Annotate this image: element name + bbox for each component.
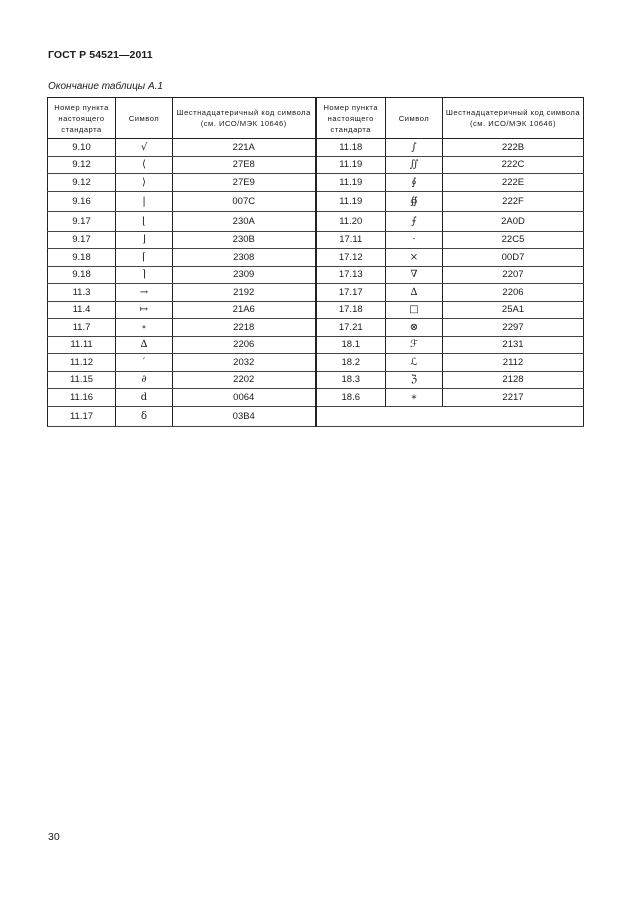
clause-cell: 9.17	[48, 211, 116, 231]
symbol-cell: ⨍	[386, 211, 443, 231]
table-row	[48, 211, 584, 231]
table-row	[48, 266, 584, 284]
hex-code-cell: 27E8	[173, 156, 316, 174]
hex-code-cell: 0064	[173, 389, 316, 407]
table-row	[48, 231, 584, 249]
symbol-cell: ⟨	[116, 156, 173, 174]
hex-code-cell: 2206	[173, 336, 316, 354]
symbol-cell: ⌊	[116, 211, 173, 231]
table-row	[48, 336, 584, 354]
clause-cell: 11.19	[316, 156, 386, 174]
clause-cell: 17.11	[316, 231, 386, 249]
hex-code-cell: 2202	[173, 371, 316, 389]
clause-cell: 9.12	[48, 156, 116, 174]
table-row	[48, 319, 584, 337]
symbol-cell: ∫	[386, 139, 443, 157]
clause-cell: 9.12	[48, 174, 116, 192]
symbol-cell: ℒ	[386, 354, 443, 372]
clause-cell: 17.12	[316, 249, 386, 267]
symbol-cell: δ	[116, 406, 173, 426]
header-hex-code: Шестнадцатеричный код символа (см. ИСО/МЭК 10646)	[173, 98, 316, 139]
clause-cell: 11.16	[48, 389, 116, 407]
symbol-cell: ⊗	[386, 319, 443, 337]
symbol-cell: d	[116, 389, 173, 407]
table-row	[48, 301, 584, 319]
symbol-cell: →	[116, 284, 173, 302]
clause-cell: 9.16	[48, 191, 116, 211]
symbol-cell: ∆	[386, 284, 443, 302]
hex-code-cell: 2308	[173, 249, 316, 267]
hex-code-cell: 230B	[173, 231, 316, 249]
page-number: 30	[48, 831, 60, 843]
hex-code-cell: 2309	[173, 266, 316, 284]
table-row	[48, 284, 584, 302]
symbol-cell: ∇	[386, 266, 443, 284]
clause-cell: 17.13	[316, 266, 386, 284]
clause-cell: 11.12	[48, 354, 116, 372]
symbol-cell: ∂	[116, 371, 173, 389]
symbol-cell: ×	[386, 249, 443, 267]
table-row	[48, 191, 584, 211]
hex-code-cell: 2217	[443, 389, 584, 407]
symbol-cell: ∘	[116, 319, 173, 337]
symbol-cell: ∯	[386, 191, 443, 211]
hex-code-cell: 2032	[173, 354, 316, 372]
hex-code-cell: 27E9	[173, 174, 316, 192]
clause-cell: 11.11	[48, 336, 116, 354]
table-row	[48, 354, 584, 372]
table-row	[48, 156, 584, 174]
clause-cell: 18.6	[316, 389, 386, 407]
symbol-cell: ↦	[116, 301, 173, 319]
empty-cell	[316, 406, 584, 426]
clause-cell: 9.17	[48, 231, 116, 249]
table-header-row	[48, 98, 584, 139]
symbol-cell: □	[386, 301, 443, 319]
table-row	[48, 389, 584, 407]
hex-code-cell: 22C5	[443, 231, 584, 249]
hex-code-cell: 2192	[173, 284, 316, 302]
symbol-cell: ∮	[386, 174, 443, 192]
clause-cell: 11.3	[48, 284, 116, 302]
symbol-cell: ℱ	[386, 336, 443, 354]
table-row	[48, 371, 584, 389]
hex-code-cell: 007C	[173, 191, 316, 211]
clause-cell: 11.19	[316, 174, 386, 192]
clause-cell: 11.17	[48, 406, 116, 426]
clause-cell: 18.3	[316, 371, 386, 389]
hex-code-cell: 03B4	[173, 406, 316, 426]
clause-cell: 11.19	[316, 191, 386, 211]
table-caption: Окончание таблицы А.1	[48, 81, 163, 92]
hex-code-cell: 25A1	[443, 301, 584, 319]
clause-cell: 9.18	[48, 249, 116, 267]
clause-cell: 11.18	[316, 139, 386, 157]
hex-code-cell: 222E	[443, 174, 584, 192]
header-clause-number-right: Номер пункта настоящего стандарта	[316, 98, 386, 139]
symbol-cell: ℨ	[386, 371, 443, 389]
standard-designation: ГОСТ Р 54521—2011	[48, 49, 153, 61]
hex-code-cell: 2112	[443, 354, 584, 372]
symbol-cell: ⌈	[116, 249, 173, 267]
header-hex-code-right: Шестнадцатеричный код символа (см. ИСО/МЭК 10646)	[443, 98, 584, 139]
header-symbol-right: Символ	[386, 98, 443, 139]
symbol-cell: ⋅	[386, 231, 443, 249]
symbol-cell: ∬	[386, 156, 443, 174]
symbols-table	[47, 97, 584, 427]
symbol-cell: ′	[116, 354, 173, 372]
symbol-cell: ⌋	[116, 231, 173, 249]
clause-cell: 11.4	[48, 301, 116, 319]
hex-code-cell: 00D7	[443, 249, 584, 267]
symbol-cell: ⌉	[116, 266, 173, 284]
hex-code-cell: 222B	[443, 139, 584, 157]
clause-cell: 9.10	[48, 139, 116, 157]
clause-cell: 17.18	[316, 301, 386, 319]
hex-code-cell: 222F	[443, 191, 584, 211]
clause-cell: 17.17	[316, 284, 386, 302]
clause-cell: 11.20	[316, 211, 386, 231]
clause-cell: 11.15	[48, 371, 116, 389]
table-row	[48, 249, 584, 267]
hex-code-cell: 2297	[443, 319, 584, 337]
hex-code-cell: 2131	[443, 336, 584, 354]
table-row	[48, 139, 584, 157]
clause-cell: 9.18	[48, 266, 116, 284]
clause-cell: 18.2	[316, 354, 386, 372]
hex-code-cell: 2207	[443, 266, 584, 284]
hex-code-cell: 222C	[443, 156, 584, 174]
symbol-cell: |	[116, 191, 173, 211]
table-row	[48, 174, 584, 192]
symbol-cell: ∗	[386, 389, 443, 407]
hex-code-cell: 230A	[173, 211, 316, 231]
hex-code-cell: 221A	[173, 139, 316, 157]
table-row	[48, 406, 584, 426]
hex-code-cell: 2A0D	[443, 211, 584, 231]
symbol-cell: ⟩	[116, 174, 173, 192]
hex-code-cell: 21A6	[173, 301, 316, 319]
symbol-cell: ∆	[116, 336, 173, 354]
symbol-cell: √	[116, 139, 173, 157]
header-symbol: Символ	[116, 98, 173, 139]
clause-cell: 18.1	[316, 336, 386, 354]
hex-code-cell: 2206	[443, 284, 584, 302]
hex-code-cell: 2218	[173, 319, 316, 337]
header-clause-number: Номер пункта настоящего стандарта	[48, 98, 116, 139]
clause-cell: 11.7	[48, 319, 116, 337]
hex-code-cell: 2128	[443, 371, 584, 389]
clause-cell: 17.21	[316, 319, 386, 337]
